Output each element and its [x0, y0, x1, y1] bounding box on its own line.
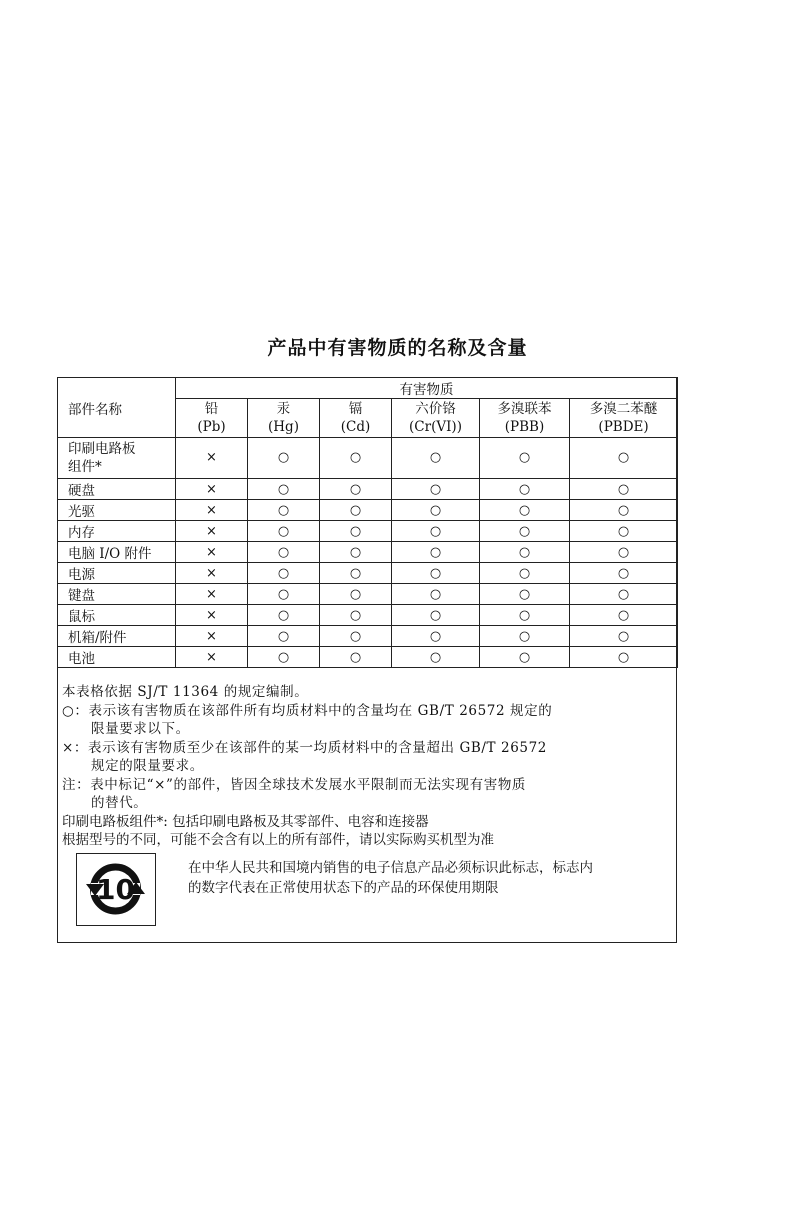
substance-symbol: (Hg) [268, 419, 299, 435]
substance-mark-cell: × [176, 584, 248, 605]
substance-symbol: (Cr(VI)) [409, 419, 462, 435]
substance-mark-cell: ○ [392, 500, 480, 521]
substance-mark-cell: ○ [248, 500, 320, 521]
part-name-cell: 硬盘 [58, 479, 176, 500]
page-title: 产品中有害物质的名称及含量 [267, 337, 528, 359]
substance-symbol: (Cd) [340, 419, 371, 435]
table-row [58, 521, 678, 542]
part-name-line: 印刷电路板 [68, 441, 136, 457]
substance-mark-cell: ○ [480, 626, 570, 647]
substance-mark-cell: ○ [320, 605, 392, 626]
part-name-line: 组件* [68, 459, 102, 475]
substance-mark-cell: ○ [480, 438, 570, 479]
substance-name: 六价铬 [415, 401, 456, 417]
substance-mark-cell: ○ [570, 584, 678, 605]
substance-mark-cell: ○ [248, 479, 320, 500]
part-name-header: 部件名称 [58, 378, 176, 438]
substance-mark-cell: ○ [320, 500, 392, 521]
substance-header [320, 399, 392, 438]
substance-mark-cell: ○ [248, 542, 320, 563]
note-circle-definition: ○：表示该有害物质在该部件所有均质材料中的含量均在 GB/T 26572 规定的 [62, 702, 553, 719]
substance-header [176, 399, 248, 438]
substance-mark-cell: ○ [392, 626, 480, 647]
substance-mark-cell: ○ [570, 626, 678, 647]
substance-symbol: (Pb) [197, 419, 226, 435]
note-cross-definition-cont: 规定的限量要求。 [91, 758, 204, 774]
substance-mark-cell: ○ [480, 605, 570, 626]
substance-mark-cell: ○ [320, 647, 392, 668]
epup-logo [76, 853, 156, 926]
substance-symbol: (PBB) [504, 419, 545, 435]
notes [62, 683, 672, 850]
substance-name: 多溴联苯 [497, 401, 552, 417]
substance-mark-cell: ○ [570, 521, 678, 542]
substance-mark-cell: ○ [248, 563, 320, 584]
substance-mark-cell: × [176, 500, 248, 521]
substance-mark-cell: ○ [392, 584, 480, 605]
part-name-cell: 电池 [58, 647, 176, 668]
substance-mark-cell: ○ [320, 626, 392, 647]
substance-mark-cell: ○ [392, 479, 480, 500]
substance-header [570, 399, 678, 438]
substance-mark-cell: × [176, 626, 248, 647]
substance-mark-cell: ○ [570, 500, 678, 521]
table-row [58, 647, 678, 668]
table-row [58, 479, 678, 500]
note-remark-cont: 的替代。 [91, 795, 148, 811]
substance-mark-cell: ○ [392, 647, 480, 668]
substance-name: 多溴二苯醚 [589, 401, 658, 417]
substance-name: 镉 [348, 401, 363, 417]
substance-mark-cell: ○ [392, 438, 480, 479]
substance-header [248, 399, 320, 438]
table-row [58, 626, 678, 647]
part-name-cell: 内存 [58, 521, 176, 542]
epup-text-line2: 的数字代表在正常使用状态下的产品的环保使用期限 [188, 880, 499, 896]
substance-mark-cell: × [176, 605, 248, 626]
substance-mark-cell: ○ [570, 542, 678, 563]
substance-mark-cell: ○ [248, 521, 320, 542]
substance-mark-cell: ○ [480, 584, 570, 605]
substance-mark-cell: ○ [392, 563, 480, 584]
substance-mark-cell: × [176, 438, 248, 479]
note-cross-definition: ×：表示该有害物质至少在该部件的某一均质材料中的含量超出 GB/T 26572 [62, 739, 547, 756]
note-circle-definition-cont: 限量要求以下。 [91, 721, 190, 737]
substance-mark-cell: × [176, 479, 248, 500]
substance-mark-cell: ○ [480, 500, 570, 521]
substance-mark-cell: ○ [480, 521, 570, 542]
table-row [58, 605, 678, 626]
note-remark: 注：表中标记“×”的部件，皆因全球技术发展水平限制而无法实现有害物质 [62, 776, 527, 793]
epup-recycle-icon [77, 854, 154, 924]
substance-mark-cell: ○ [320, 584, 392, 605]
substance-name: 汞 [276, 401, 291, 417]
substance-mark-cell: ○ [320, 438, 392, 479]
substance-mark-cell: ○ [570, 479, 678, 500]
hazardous-substances-header: 有害物质 [176, 378, 678, 399]
substance-header [392, 399, 480, 438]
table-row [58, 438, 678, 479]
note-model: 根据型号的不同，可能不会含有以上的所有部件，请以实际购买机型为准 [62, 832, 494, 848]
substance-mark-cell: ○ [570, 647, 678, 668]
part-name-cell: 机箱/附件 [58, 626, 176, 647]
substance-mark-cell: ○ [480, 647, 570, 668]
substance-mark-cell: × [176, 521, 248, 542]
substance-mark-cell: ○ [320, 542, 392, 563]
substance-mark-cell: ○ [248, 605, 320, 626]
substance-mark-cell: ○ [480, 563, 570, 584]
part-name-cell: 电源 [58, 563, 176, 584]
substance-mark-cell: ○ [570, 563, 678, 584]
table-row [58, 542, 678, 563]
epup-text-line1: 在中华人民共和国境内销售的电子信息产品必须标识此标志，标志内 [188, 860, 593, 876]
substance-mark-cell: ○ [248, 584, 320, 605]
substance-mark-cell: ○ [320, 521, 392, 542]
part-name-cell [58, 438, 176, 479]
table-row [58, 500, 678, 521]
table-row [58, 584, 678, 605]
part-name-cell: 光驱 [58, 500, 176, 521]
substance-mark-cell: ○ [320, 479, 392, 500]
note-pcba: 印刷电路板组件*: 包括印刷电路板及其零部件、电容和连接器 [62, 813, 429, 830]
substance-header [480, 399, 570, 438]
substance-mark-cell: ○ [248, 647, 320, 668]
substance-mark-cell: ○ [392, 521, 480, 542]
substance-mark-cell: ○ [392, 605, 480, 626]
part-name-cell: 鼠标 [58, 605, 176, 626]
part-name-cell: 电脑 I/O 附件 [58, 542, 176, 563]
table-row [58, 563, 678, 584]
note-standard: 本表格依据 SJ/T 11364 的规定编制。 [62, 684, 309, 700]
substance-mark-cell: ○ [480, 479, 570, 500]
substance-mark-cell: × [176, 563, 248, 584]
epup-description [188, 858, 673, 898]
part-name-cell: 键盘 [58, 584, 176, 605]
substance-name: 铅 [204, 401, 219, 417]
hazardous-substance-table [57, 377, 678, 668]
substance-mark-cell: × [176, 542, 248, 563]
substance-mark-cell: × [176, 647, 248, 668]
substance-mark-cell: ○ [570, 438, 678, 479]
substance-symbol: (PBDE) [598, 419, 649, 435]
substance-mark-cell: ○ [320, 563, 392, 584]
substance-mark-cell: ○ [248, 626, 320, 647]
substance-mark-cell: ○ [480, 542, 570, 563]
substance-mark-cell: ○ [392, 542, 480, 563]
substance-mark-cell: ○ [570, 605, 678, 626]
epup-number: 10 [96, 873, 135, 906]
substance-mark-cell: ○ [248, 438, 320, 479]
